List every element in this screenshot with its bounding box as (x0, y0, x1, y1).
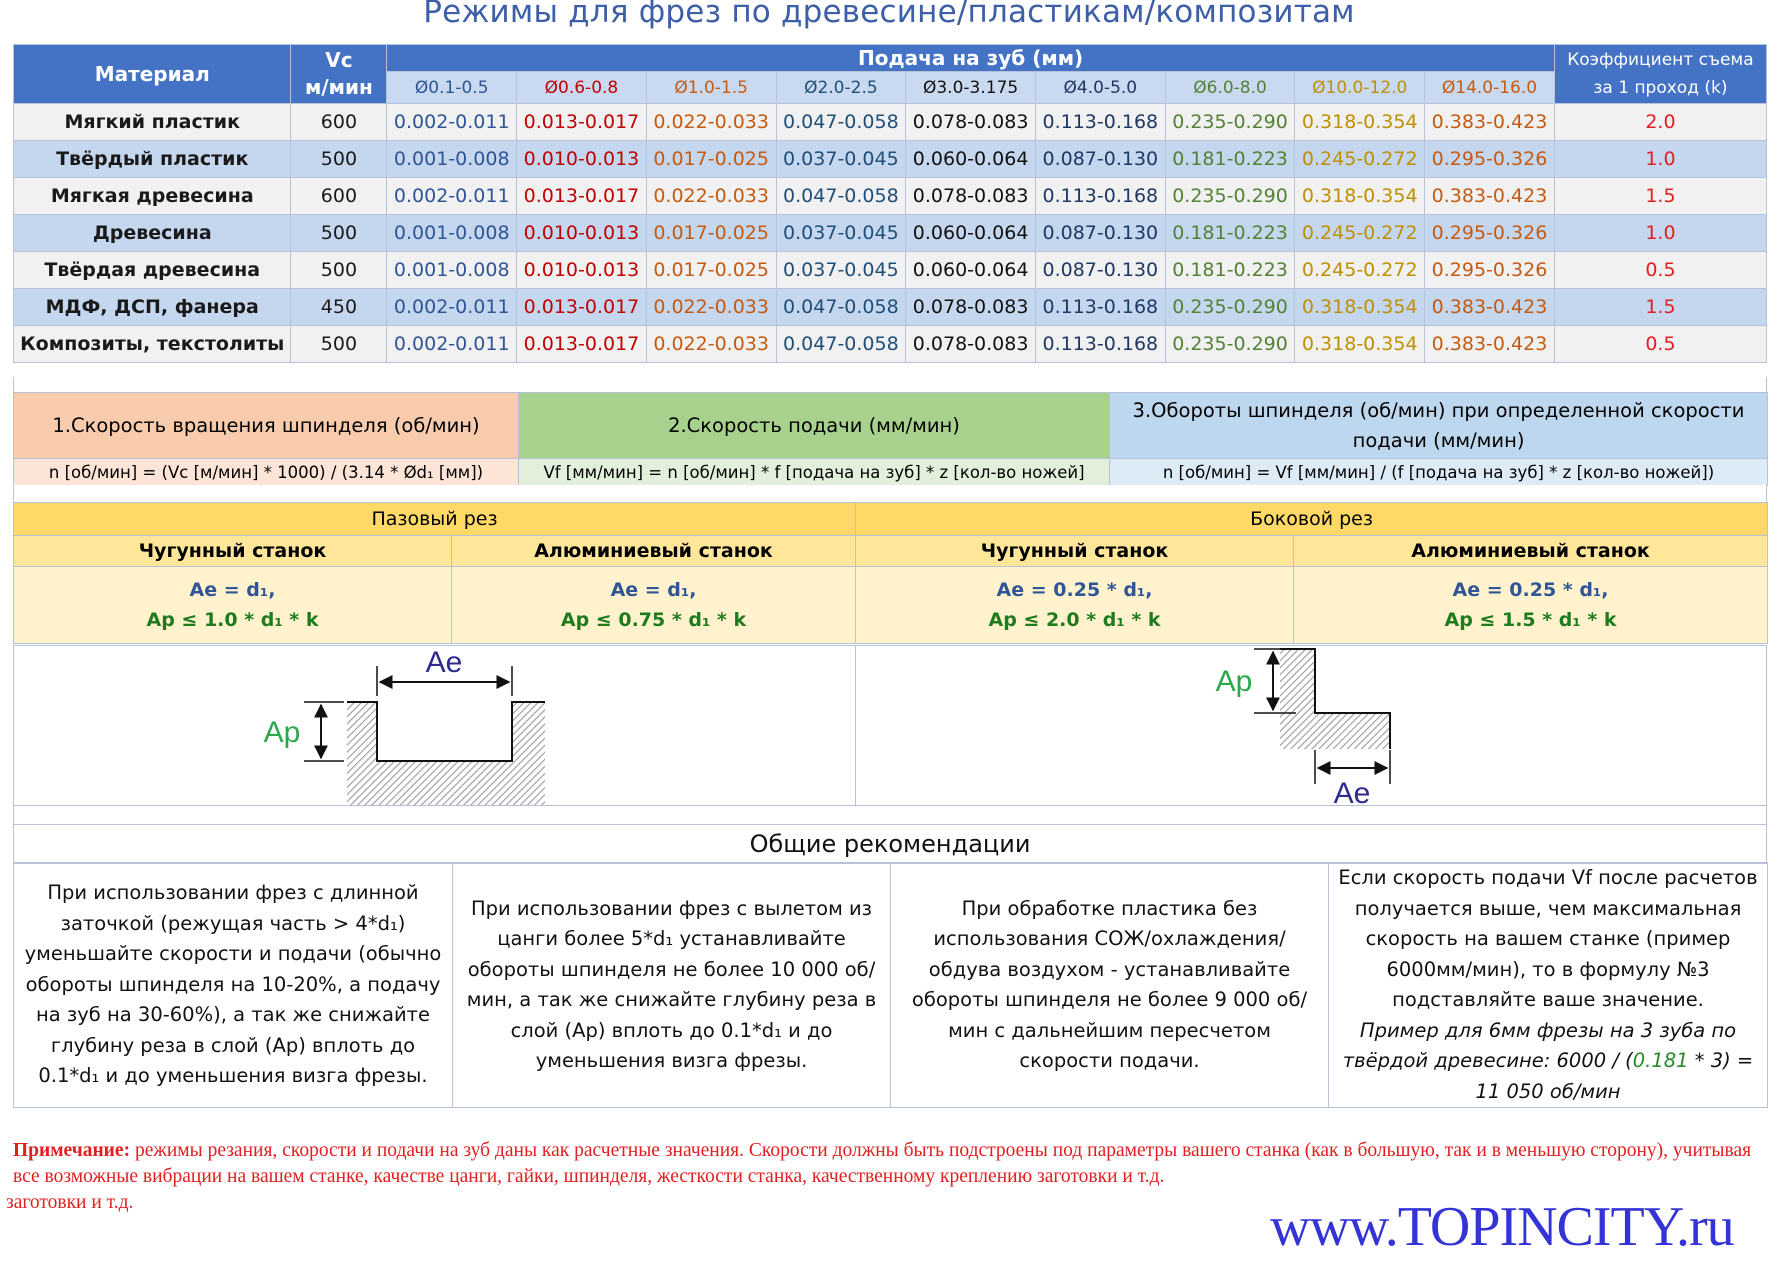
table-row (14, 326, 1767, 363)
feed-cell: 0.181-0.223 (1165, 141, 1295, 178)
feed-cell: 0.113-0.168 (1035, 289, 1165, 326)
feed-cell: 0.060-0.064 (906, 141, 1036, 178)
feed-cell: 0.022-0.033 (646, 104, 776, 141)
feed-cell: 0.037-0.045 (776, 252, 906, 289)
feed-cell: 0.087-0.130 (1035, 215, 1165, 252)
feed-cell: 0.295-0.326 (1425, 141, 1555, 178)
feed-cell: 0.181-0.223 (1165, 215, 1295, 252)
formula-1: n [об/мин] = (Vc [м/мин] * 1000) / (3.14 * Ød₁ [мм]) (14, 459, 519, 486)
ap-formula: Ap ≤ 1.0 * d₁ * k (146, 609, 319, 631)
formula-table (13, 392, 1768, 486)
k-cell: 0.5 (1554, 326, 1766, 363)
ap-formula: Ap ≤ 2.0 * d₁ * k (988, 609, 1161, 631)
table-body (14, 104, 1767, 363)
vc-cell: 600 (291, 104, 387, 141)
diameter-header: Ø0.6-0.8 (517, 72, 647, 104)
formula-1-title: 1.Скорость вращения шпинделя (об/мин) (14, 393, 519, 459)
vc-cell: 450 (291, 289, 387, 326)
recommendation-4-text: Если скорость подачи Vf после расчетов получается выше, чем максимальная скорость на вашем станке (пример 6000мм/мин), то в формулу №3 подставляйте ваше значение. (1338, 866, 1758, 1011)
feed-cell: 0.087-0.130 (1035, 141, 1165, 178)
feed-cell: 0.001-0.008 (387, 252, 517, 289)
table-row (14, 141, 1767, 178)
feed-cell: 0.383-0.423 (1425, 289, 1555, 326)
slot-cast-iron-formula (14, 567, 452, 644)
feed-cell: 0.383-0.423 (1425, 326, 1555, 363)
feed-cell: 0.245-0.272 (1295, 252, 1425, 289)
note (13, 1138, 1773, 1190)
feed-cell: 0.078-0.083 (906, 104, 1036, 141)
header-material: Материал (14, 45, 291, 104)
feed-cell: 0.078-0.083 (906, 326, 1036, 363)
example-part-c: * 3) = 11 050 об/мин (1475, 1049, 1754, 1103)
feed-cell: 0.235-0.290 (1165, 289, 1295, 326)
feed-cell: 0.013-0.017 (517, 326, 647, 363)
diameter-header: Ø3.0-3.175 (906, 72, 1036, 104)
feed-cell: 0.002-0.011 (387, 178, 517, 215)
feed-cell: 0.383-0.423 (1425, 104, 1555, 141)
diameter-header: Ø14.0-16.0 (1425, 72, 1555, 104)
slot-aluminium-machine: Алюминиевый станок (452, 536, 856, 567)
feed-cell: 0.047-0.058 (776, 178, 906, 215)
header-feed-per-tooth: Подача на зуб (мм) (387, 45, 1555, 72)
feed-cell: 0.078-0.083 (906, 289, 1036, 326)
feed-cell: 0.318-0.354 (1295, 326, 1425, 363)
formula-2: Vf [мм/мин] = n [об/мин] * f [подача на зуб] * z [кол-во ножей] (519, 459, 1110, 486)
feed-cell: 0.010-0.013 (517, 141, 647, 178)
feed-cell: 0.017-0.025 (646, 215, 776, 252)
spacer (13, 806, 1767, 825)
feed-cell: 0.113-0.168 (1035, 178, 1165, 215)
feed-cell: 0.017-0.025 (646, 141, 776, 178)
side-cast-iron-machine: Чугунный станок (856, 536, 1294, 567)
table-row (14, 289, 1767, 326)
side-cut-title: Боковой рез (856, 503, 1768, 536)
formula-2-title: 2.Скорость подачи (мм/мин) (519, 393, 1110, 459)
ap-formula: Ap ≤ 0.75 * d₁ * k (560, 609, 747, 631)
material-cell: Мягкая древесина (14, 178, 291, 215)
ae-label: Ae (1333, 777, 1371, 805)
material-cell: Древесина (14, 215, 291, 252)
header-vc-line2: м/мин (305, 75, 373, 99)
k-cell: 1.5 (1554, 289, 1766, 326)
feed-cell: 0.010-0.013 (517, 215, 647, 252)
material-cell: Композиты, текстолиты (14, 326, 291, 363)
ae-formula: Ae = d₁, (189, 579, 276, 601)
feed-cell: 0.245-0.272 (1295, 141, 1425, 178)
feed-cell: 0.001-0.008 (387, 215, 517, 252)
example-part-a: Пример для 6мм фрезы на 3 зуба по твёрдой древесине: 6000 / ( (1342, 1018, 1737, 1072)
header-vc-line1: Vc (325, 48, 353, 72)
recommendations-title: Общие рекомендации (13, 824, 1767, 864)
feed-cell: 0.002-0.011 (387, 326, 517, 363)
cut-diagrams (14, 646, 1766, 805)
feed-cell: 0.383-0.423 (1425, 178, 1555, 215)
recommendations-table (13, 862, 1768, 1108)
feed-cell: 0.013-0.017 (517, 178, 647, 215)
slot-cut-title: Пазовый рез (14, 503, 856, 536)
ap-formula: Ap ≤ 1.5 * d₁ * k (1444, 609, 1617, 631)
vc-cell: 500 (291, 141, 387, 178)
feed-cell: 0.022-0.033 (646, 178, 776, 215)
feed-cell: 0.017-0.025 (646, 252, 776, 289)
feed-cell: 0.001-0.008 (387, 141, 517, 178)
diameter-header: Ø6.0-8.0 (1165, 72, 1295, 104)
slot-cut-diagram (264, 646, 545, 805)
cut-types-table (13, 502, 1768, 644)
spacer (13, 485, 1767, 503)
header-k-line2: за 1 проход (k) (1593, 78, 1728, 98)
recommendation-2: При использовании фрез с вылетом из цанги более 5*d₁ устанавливайте обороты шпинделя не более 10 000 об/мин, а так же снижайте глубину реза в слой (Ap) вплоть до 0.1*d₁ и до уменьшения визга фрезы. (453, 863, 891, 1108)
feed-cell: 0.060-0.064 (906, 215, 1036, 252)
feed-cell: 0.235-0.290 (1165, 326, 1295, 363)
feed-cell: 0.037-0.045 (776, 141, 906, 178)
k-cell: 1.5 (1554, 178, 1766, 215)
ae-label: Ae (425, 646, 463, 679)
recommendation-1: При использовании фрез с длинной заточкой (режущая часть > 4*d₁) уменьшайте скорости и подачи (обычно обороты шпинделя на 10-20%, а подачу на зуб на 30-60%), а так же снижайте глубину реза в слой (Ap) вплоть до 0.1*d₁ и до уменьшения визга фрезы. (14, 863, 453, 1108)
table-row (14, 215, 1767, 252)
feed-cell: 0.047-0.058 (776, 326, 906, 363)
feed-cell: 0.013-0.017 (517, 289, 647, 326)
feed-cell: 0.318-0.354 (1295, 104, 1425, 141)
feed-cell: 0.295-0.326 (1425, 252, 1555, 289)
k-cell: 1.0 (1554, 215, 1766, 252)
vc-cell: 500 (291, 215, 387, 252)
side-cut-diagram (1216, 649, 1390, 805)
feed-cell: 0.002-0.011 (387, 289, 517, 326)
material-cell: МДФ, ДСП, фанера (14, 289, 291, 326)
diameter-header: Ø2.0-2.5 (776, 72, 906, 104)
diameter-header: Ø0.1-0.5 (387, 72, 517, 104)
feed-cell: 0.181-0.223 (1165, 252, 1295, 289)
feed-cell: 0.087-0.130 (1035, 252, 1165, 289)
feed-cell: 0.245-0.272 (1295, 215, 1425, 252)
side-cast-iron-formula (856, 567, 1294, 644)
feed-cell: 0.002-0.011 (387, 104, 517, 141)
diameter-header: Ø1.0-1.5 (646, 72, 776, 104)
recommendation-4-example (1343, 1019, 1754, 1103)
feed-cell: 0.022-0.033 (646, 289, 776, 326)
table-row (14, 104, 1767, 141)
feed-cell: 0.060-0.064 (906, 252, 1036, 289)
table-row (14, 252, 1767, 289)
vc-cell: 500 (291, 252, 387, 289)
ae-formula: Ae = 0.25 * d₁, (1452, 579, 1609, 601)
material-cell: Мягкий пластик (14, 104, 291, 141)
feed-cell: 0.113-0.168 (1035, 104, 1165, 141)
formula-3: n [об/мин] = Vf [мм/мин] / (f [подача на зуб] * z [кол-во ножей]) (1110, 459, 1768, 486)
feed-cell: 0.318-0.354 (1295, 178, 1425, 215)
feed-cell: 0.047-0.058 (776, 104, 906, 141)
formula-3-title: 3.Обороты шпинделя (об/мин) при определенной скорости подачи (мм/мин) (1110, 393, 1768, 459)
header-k-line1: Коэффициент съема (1567, 50, 1754, 70)
recommendation-4 (1329, 863, 1768, 1108)
feed-cell: 0.078-0.083 (906, 178, 1036, 215)
k-cell: 2.0 (1554, 104, 1766, 141)
cut-diagrams-row (13, 645, 1767, 806)
k-cell: 0.5 (1554, 252, 1766, 289)
feed-cell: 0.010-0.013 (517, 252, 647, 289)
ap-label: Ap (1215, 665, 1253, 698)
feed-cell: 0.235-0.290 (1165, 178, 1295, 215)
cutting-modes-table (13, 44, 1767, 363)
vc-cell: 500 (291, 326, 387, 363)
feed-cell: 0.295-0.326 (1425, 215, 1555, 252)
note-label: Примечание: (13, 1140, 131, 1161)
feed-cell: 0.318-0.354 (1295, 289, 1425, 326)
ae-formula: Ae = 0.25 * d₁, (996, 579, 1153, 601)
feed-cell: 0.113-0.168 (1035, 326, 1165, 363)
feed-cell: 0.235-0.290 (1165, 104, 1295, 141)
k-cell: 1.0 (1554, 141, 1766, 178)
vc-cell: 600 (291, 178, 387, 215)
page-title: Режимы для фрез по древесине/пластикам/композитам (423, 0, 1355, 30)
header-vc (291, 45, 387, 104)
material-cell: Твёрдая древесина (14, 252, 291, 289)
diameter-header: Ø4.0-5.0 (1035, 72, 1165, 104)
note-extra: заготовки и т.д. (6, 1192, 134, 1213)
spacer (13, 377, 1767, 393)
ap-label: Ap (263, 716, 301, 749)
feed-cell: 0.047-0.058 (776, 289, 906, 326)
side-aluminium-formula (1294, 567, 1768, 644)
recommendation-3: При обработке пластика без использования СОЖ/охлаждения/обдува воздухом - устанавливайте обороты шпинделя не более 9 000 об/мин с дальнейшим пересчетом скорости подачи. (891, 863, 1329, 1108)
ae-formula: Ae = d₁, (610, 579, 697, 601)
website-link[interactable]: www.TOPINCITY.ru (1270, 1196, 1734, 1258)
feed-cell: 0.013-0.017 (517, 104, 647, 141)
feed-cell: 0.022-0.033 (646, 326, 776, 363)
header-removal-coefficient (1554, 45, 1766, 104)
example-feed-value: 0.181 (1632, 1049, 1689, 1072)
side-aluminium-machine: Алюминиевый станок (1294, 536, 1768, 567)
table-row (14, 178, 1767, 215)
side-workpiece (1280, 649, 1390, 749)
note-text: режимы резания, скорости и подачи на зуб даны как расчетные значения. Скорости должны быть подстроены под параметры вашего станка (как в большую, так и в меньшую сторону), учитывая все возможные вибрации на вашем станке, качестве цанги, гайки, шпинделя, жесткости станка, качественному креплению заготовки и т.д. (13, 1140, 1752, 1187)
slot-cast-iron-machine: Чугунный станок (14, 536, 452, 567)
material-cell: Твёрдый пластик (14, 141, 291, 178)
diameter-header: Ø10.0-12.0 (1295, 72, 1425, 104)
feed-cell: 0.037-0.045 (776, 215, 906, 252)
slot-aluminium-formula (452, 567, 856, 644)
